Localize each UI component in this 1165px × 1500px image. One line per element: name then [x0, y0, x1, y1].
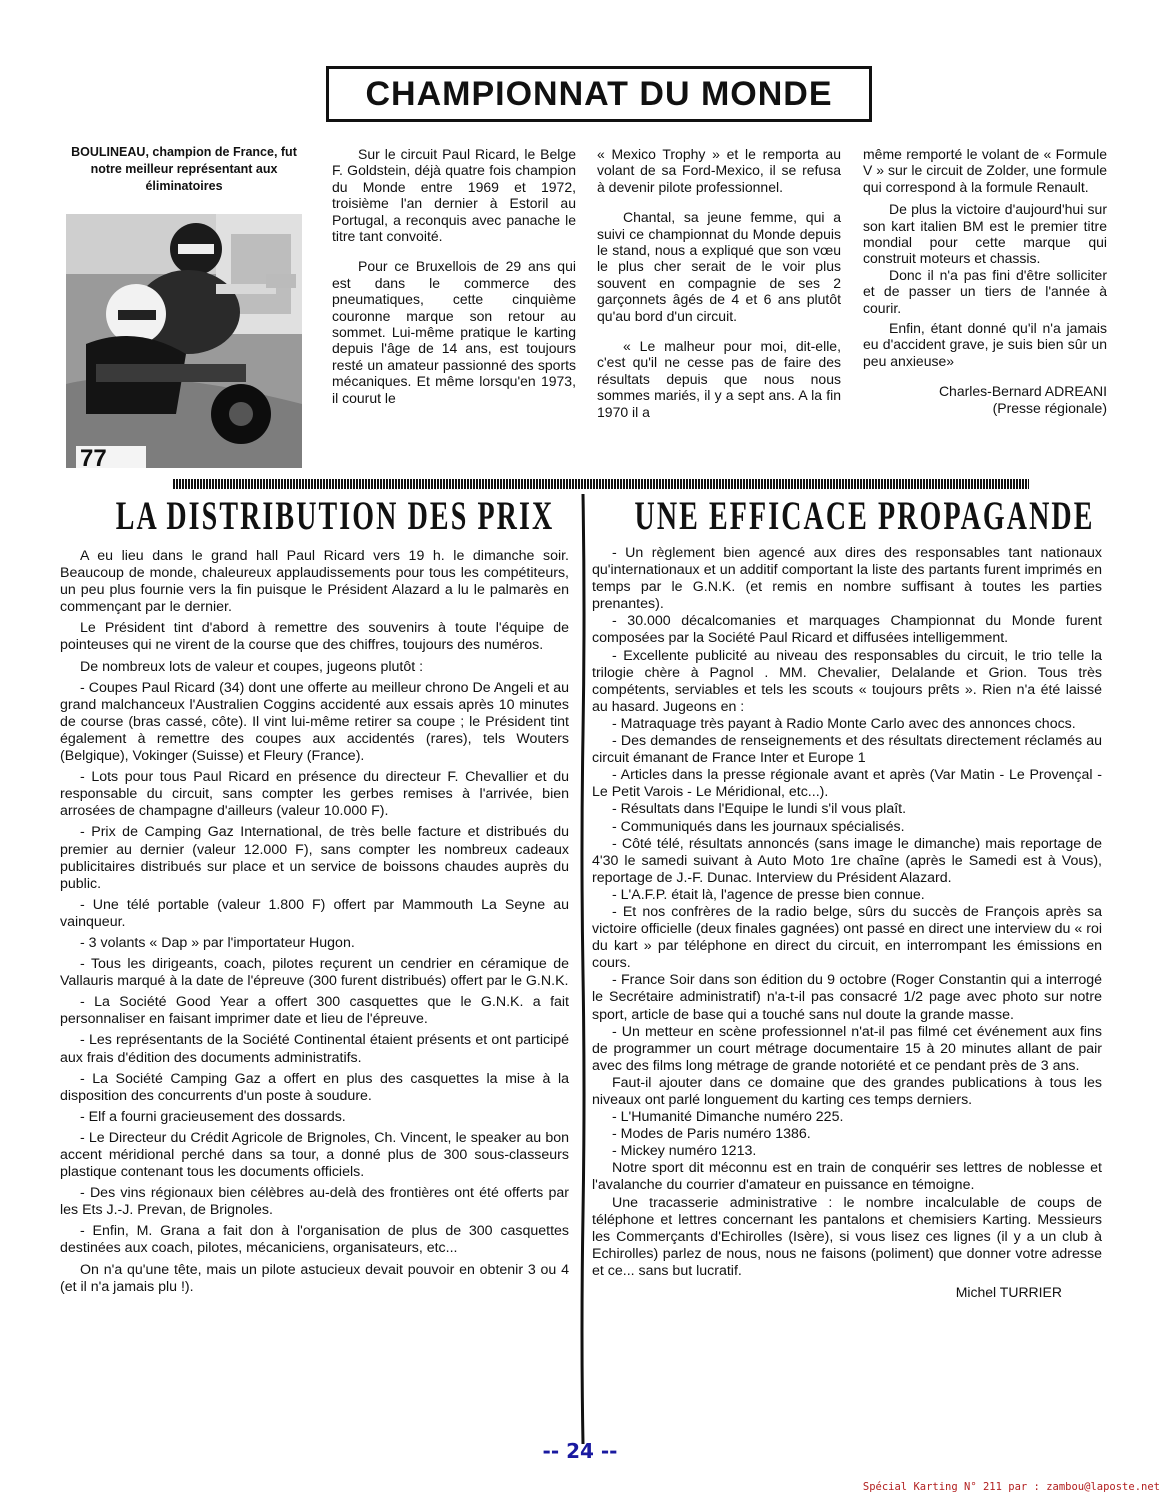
- paragraph: - Résultats dans l'Equipe le lundi s'il vous plaît.: [612, 801, 907, 818]
- paragraph: - Une télé portable (valeur 1.800 F) offert par Mammouth La Seyne au vainqueur.: [60, 896, 569, 930]
- paragraph: - Des vins régionaux bien célèbres au-delà des frontières ont été offerts par les Ets J.-J. Prevan, de Brignoles.: [60, 1185, 569, 1219]
- paragraph: - La Société Good Year a offert 300 casquettes que le G.N.K. a fait personnaliser en faisant imprimer date et lieu de l'épreuve.: [60, 994, 569, 1028]
- kart-photo: [66, 214, 302, 468]
- paragraph: « Le malheur pour moi, dit-elle, c'est qu'il ne cesse pas de faire des résultats depuis que nous nous sommes mariés, il y a sept ans. A la fin 1970 il a: [597, 338, 841, 420]
- paragraph: - Articles dans la presse régionale avant et après (Var Matin - Le Provençal - Le Petit Varois - Le Méridional, etc...).: [592, 767, 1102, 801]
- paragraph: - Mickey numéro 1213.: [612, 1143, 757, 1160]
- page-number: -- 24 --: [542, 1439, 618, 1463]
- paragraph: De plus la victoire d'aujourd'hui sur son kart italien BM est le premier titre mondial pour cette marque qui construit moteurs et chassis.: [863, 201, 1107, 267]
- section-divider: [173, 479, 1029, 489]
- author-organization: (Presse régionale): [992, 400, 1107, 417]
- paragraph: « Mexico Trophy » et le remporta au volant de sa Ford-Mexico, il se refusa à devenir pilote professionnel.: [597, 146, 841, 195]
- paragraph: - La Société Camping Gaz a offert en plus des casquettes la mise à la disposition des concurrents d'un poste à soudure.: [60, 1070, 569, 1104]
- column-rule-line: [580, 494, 586, 1444]
- paragraph: - Prix de Camping Gaz International, de très belle facture et distribués du premier au dernier (valeur 12.000 F), sans compter les nombreux cadeaux publicitaires distribués sur place et un service de boissons chaudes auprès du public.: [60, 824, 569, 892]
- author-name: Charles-Bernard ADREANI: [938, 383, 1107, 400]
- paragraph: - Un règlement bien agencé aux dires des responsables tant nationaux qu'internationaux et un additif comportant la liste des partants furent imprimés en temps par le G.N.K. (et remis en nombre suffisant à toutes les parties prenantes).: [592, 545, 1102, 613]
- headline-propaganda: UNE EFFICACE PROPAGANDE: [634, 493, 1095, 538]
- paragraph: - Lots pour tous Paul Ricard en présence du directeur F. Chevallier et du responsable du circuit, sans compter les gerbes remises à l'arrivée, bien arrosées de champagne d'ailleurs (valeur 10.000 F).: [60, 769, 569, 820]
- paragraph: Le Président tint d'abord à remettre des souvenirs à toute l'équipe de pointeuses qui ne virent de la course que des chiffres, toujours des numéros.: [60, 620, 569, 654]
- paragraph: Pour ce Bruxellois de 29 ans qui est dans le commerce des pneumatiques, cette cinquième couronne marque son retour au sommet. Lui-même pratique le karting depuis l'âge de 14 ans, est toujours resté un amateur passionné des sports mécaniques. Et même lorsqu'en 1973, il courut le: [332, 258, 576, 406]
- paragraph: Donc il n'a pas fini d'être solliciter et de passer un tiers de l'année à courir.: [863, 266, 1107, 316]
- paragraph: Sur le circuit Paul Ricard, le Belge F. Goldstein, déjà quatre fois champion du Monde entre 1969 et 1972, troisième l'an dernier à Estoril au Portugal, a reconquis avec panache le titre tant convoité.: [332, 146, 576, 245]
- paragraph: Une tracasserie administrative : le nombre incalculable de coups de téléphone et lettres concernant les pantalons et chemisiers Karting. Messieurs les Commerçants d'Echirolles (Isère), si vous lisez ces lignes (il y a un club à Echirolles) parlez de nous, nous ne faisons (poliment) que donner votre adresse et ce... sans but lucratif.: [592, 1194, 1102, 1279]
- kart-number: 77: [80, 445, 107, 468]
- author-name: Michel TURRIER: [955, 1284, 1062, 1301]
- paragraph: A eu lieu dans le grand hall Paul Ricard vers 19 h. le dimanche soir. Beaucoup de monde, chaleureux applaudissements pour tous les compétiteurs, un peu plus fournie vers la fin puisque le Président Alazard a lu le palmarès en commençant par le dernier.: [60, 548, 569, 616]
- paragraph: - 30.000 décalcomanies et marquages Championnat du Monde furent composées par la Société Paul Ricard et diffusées intelligemment.: [592, 613, 1102, 647]
- paragraph: Chantal, sa jeune femme, qui a suivi ce championnat du Monde depuis le stand, nous a expliqué que son vœu le plus cher serait de le voir plus souvent en compagnie de ses 2 garçonnets âgés de 4 et 6 ans plutôt qu'au bord d'un circuit.: [597, 209, 841, 324]
- paragraph: - Elf a fourni gracieusement des dossards.: [80, 1108, 346, 1125]
- paragraph: De nombreux lots de valeur et coupes, jugeons plutôt :: [80, 658, 424, 675]
- paragraph: - 3 volants « Dap » par l'importateur Hugon.: [80, 934, 355, 951]
- paragraph: - Matraquage très payant à Radio Monte Carlo avec des annonces chocs.: [612, 715, 1076, 732]
- column-rule: [580, 494, 586, 1444]
- paragraph: - Côté télé, résultats annoncés (sans image le dimanche) mais reportage de 4'30 le samedi suivant à Auto Moto 1re chaîne (après le Samedi est à Vous), reportage de J.-F. Dunac. Interview du Président Alazard.: [592, 835, 1102, 886]
- paragraph: - Communiqués dans les journaux spécialisés.: [612, 818, 905, 835]
- propaganda-body: [592, 545, 1102, 1301]
- paragraph: - Les représentants de la Société Continental étaient présents et ont participé aux frais d'édition des documents administratifs.: [60, 1032, 569, 1066]
- distribution-body: [60, 548, 569, 1296]
- paragraph: - L'A.F.P. était là, l'agence de presse bien connue.: [612, 886, 925, 903]
- page-title: CHAMPIONNAT DU MONDE: [326, 66, 872, 122]
- article-column-3: [863, 146, 1107, 417]
- paragraph: - Coupes Paul Ricard (34) dont une offerte au meilleur chrono De Angeli et au grand malchanceux l'Australien Coggins accidenté aux essais après 10 minutes de course (bras cassé, côte). Il vint lui-même retirer sa coupe ; le Président tint également à remettre des coupes aux accidentés (rares), tels Wouters (Belgique), Vokinger (Suisse) et Fleury (France).: [60, 679, 569, 765]
- paragraph: - Le Directeur du Crédit Agricole de Brignoles, Ch. Vincent, le speaker au bon accent méridional perché dans sa tour, a donné plus de 300 sous-classeurs plastique contenant tous les documents officiels.: [60, 1129, 569, 1181]
- paragraph: On n'a qu'une tête, mais un pilote astucieux devait pouvoir en obtenir 3 ou 4 (et il n'a jamais plu !).: [60, 1261, 569, 1295]
- article-column-1: [332, 146, 576, 420]
- paragraph: - Un metteur en scène professionnel n'at-il pas filmé cet événement aux fins de programmer un court métrage documentaire 15 à 20 minutes allant de pair avec des films long métrage de grande notoriété et ce pendant près de 3 ans.: [592, 1023, 1102, 1074]
- paragraph: - France Soir dans son édition du 9 octobre (Roger Constantin qui a interrogé le Secrétaire administratif) n'a-t-il pas consacré 1/2 page avec photo sur notre sport, article de base qui a touché sans nul doute la grande masse.: [592, 972, 1102, 1023]
- paragraph: Notre sport dit méconnu est en train de conquérir ses lettres de noblesse et l'avalanche du courrier d'amateur en puissance en témoigne.: [592, 1160, 1102, 1194]
- paragraph: - Enfin, M. Grana a fait don à l'organisation de plus de 300 casquettes destinées aux coach, pilotes, mécaniciens, organisateurs, etc...: [60, 1223, 569, 1257]
- article-byline: [863, 383, 1107, 417]
- footer-note: Spécial Karting N° 211 par : zambou@laposte.net: [862, 1481, 1160, 1493]
- article-column-2: [597, 146, 841, 434]
- paragraph: - L'Humanité Dimanche numéro 225.: [612, 1109, 844, 1126]
- headline-distribution: LA DISTRIBUTION DES PRIX: [115, 493, 555, 538]
- paragraph: - Des demandes de renseignements et des résultats directement réclamés au circuit émanant de France Inter et Europe 1: [592, 733, 1102, 767]
- paragraph: Faut-il ajouter dans ce domaine que des grandes publications à tous les niveaux ont parlé longuement du karting ces temps derniers.: [592, 1074, 1102, 1108]
- paragraph: - Excellente publicité au niveau des responsables du circuit, le trio telle la trilogie chère à Pagnol . MM. Chevalier, Delalande et Grion. Tous très compétents, serviables et tels les scouts « toujours prêts ». Rien n'a été laissé au hasard. Jugeons en :: [592, 647, 1102, 715]
- paragraph: Enfin, étant donné qu'il n'a jamais eu d'accident grave, je suis bien sûr un peu anxieuse»: [863, 320, 1107, 369]
- photo-caption: BOULINEAU, champion de France, fut notre meilleur représentant aux éliminatoires: [71, 145, 297, 193]
- kart-photo-image: [66, 214, 302, 468]
- paragraph: - Et nos confrères de la radio belge, sûrs du succès de François après sa victoire officielle (deux finales gagnées) ont passé en direct une interview du « roi du kart » par téléphone en direct du circuit, en interrompant les émissions en cours.: [592, 903, 1102, 972]
- paragraph: - Tous les dirigeants, coach, pilotes reçurent un cendrier en céramique de Vallauris marqué à la date de l'épreuve (300 furent distribués) offert par le G.N.K.: [60, 956, 569, 990]
- paragraph: même remporté le volant de « Formule V » sur le circuit de Zolder, une formule qui correspond à la formule Renault.: [863, 146, 1107, 195]
- paragraph: - Modes de Paris numéro 1386.: [612, 1126, 811, 1143]
